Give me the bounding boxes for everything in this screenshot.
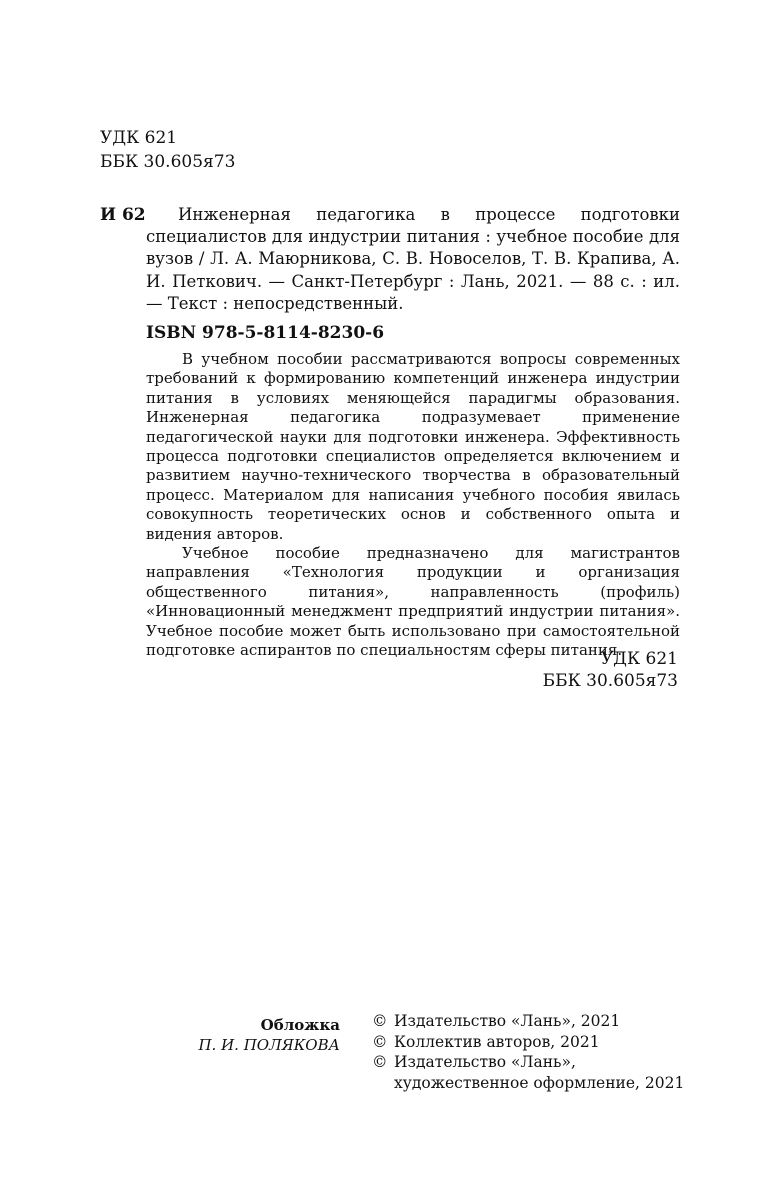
annotation-paragraph-1: В учебном пособии рассматриваются вопросы современных требований к формированию компетенций инженера индустрии питания в условиях меняющейся парадигмы образования. Инженерная педагогика подразумевает применение педагогической науки для подготовки инженера. Эффективность процесса подготовки специалистов определяется включением и развитием научно-технического творчества в образовательный процесс. Материалом для написания учебного пособия явилась совокупность теоретических основ и собственного опыта и видения авторов. bbox=[146, 350, 680, 543]
bbk-code-right: ББК 30.605я73 bbox=[542, 671, 678, 691]
annotation bbox=[146, 350, 680, 661]
bibliographic-description: Инженерная педагогика в процессе подготовки специалистов для индустрии питания : учебное пособие для вузов / Л. А. Маюрникова, С. В. Новоселов, Т. В. Крапива, А. И. Петкович. — Санкт-Петербург : Лань, 2021. — 88 с. : ил. — Текст : непосредственный. bbox=[146, 205, 680, 313]
copyright-text-3-continued: художественное оформление, 2021 bbox=[394, 1073, 685, 1092]
cover-credit bbox=[150, 1015, 340, 1055]
copyright-line-2 bbox=[372, 1032, 684, 1053]
bbk-code: ББК 30.605я73 bbox=[100, 152, 236, 172]
cover-label: Обложка bbox=[260, 1016, 340, 1034]
copyright-icon: © bbox=[372, 1053, 388, 1071]
copyright-text-1: Издательство «Лань», 2021 bbox=[394, 1012, 621, 1030]
udk-code: УДК 621 bbox=[100, 128, 178, 148]
classification-bottom bbox=[543, 648, 678, 692]
copyright-icon: © bbox=[372, 1012, 388, 1030]
author-mark: И 62 bbox=[100, 205, 146, 225]
cover-designer: П. И. ПОЛЯКОВА bbox=[198, 1036, 340, 1054]
copyright-line-3 bbox=[372, 1052, 684, 1073]
annotation-paragraph-2: Учебное пособие предназначено для магистрантов направления «Технология продукции и организация общественного питания», направленность (профиль) «Инновационный менеджмент предприятий индустрии питания». Учебное пособие может быть использовано при самостоятельной подготовке аспирантов по специальностям сферы питания. bbox=[146, 544, 680, 660]
copyright-line-1 bbox=[372, 1011, 684, 1032]
copyright-text-2: Коллектив авторов, 2021 bbox=[394, 1032, 600, 1051]
classification-top bbox=[100, 126, 235, 174]
copyright-text-3: Издательство «Лань», bbox=[394, 1053, 576, 1071]
copyright-icon: © bbox=[372, 1032, 388, 1051]
udk-code-right: УДК 621 bbox=[600, 649, 678, 669]
copyright-block bbox=[372, 1011, 684, 1093]
isbn: ISBN 978-5-8114-8230-6 bbox=[146, 323, 385, 343]
bibliographic-entry bbox=[100, 204, 680, 315]
